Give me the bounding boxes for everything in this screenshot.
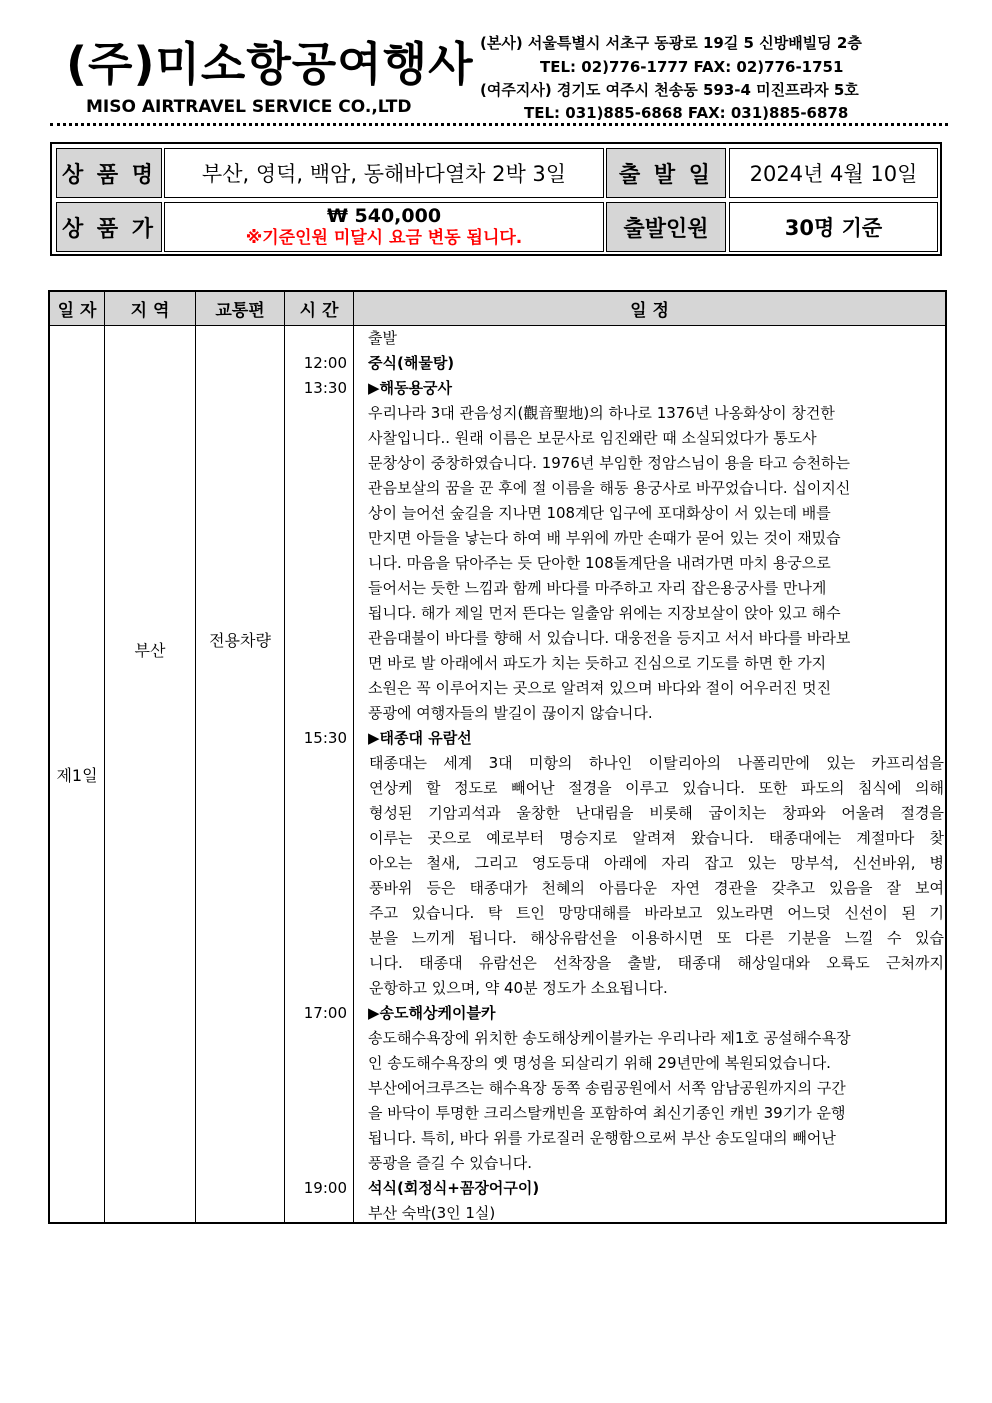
itinerary-line: 부산에어크루즈는 해수욕장 동쪽 송림공원에서 서쪽 암남공원까지의 구간: [368, 1079, 846, 1097]
group-size: 30명 기준: [729, 202, 938, 252]
departure-date-label: 출 발 일: [606, 148, 726, 198]
header-itinerary: 일 정: [354, 292, 945, 326]
itinerary-line: 분을 느끼게 됩니다. 해상유람선을 이용하시면 또 다른 기분을 느낄 수 있습: [369, 929, 944, 947]
itinerary-line: 출발: [368, 329, 397, 347]
header-transport: 교통편: [196, 292, 285, 326]
itinerary-line: 풍광에 여행자들의 발길이 끊이지 않습니다.: [368, 704, 653, 722]
itinerary-line: 송도해수욕장에 위치한 송도해상케이블카는 우리나라 제1호 공설해수욕장: [368, 1029, 851, 1047]
header-day: 일 자: [50, 292, 105, 326]
itinerary-line: 들어서는 듯한 느낌과 함께 바다를 마주하고 자리 잡은용궁사를 만나게: [368, 579, 827, 597]
time-haedong-yonggungsa: 13:30: [303, 379, 347, 397]
product-name: 부산, 영덕, 백암, 동해바다열차 2박 3일: [164, 148, 604, 198]
time-dinner: 19:00: [303, 1179, 347, 1197]
company-name: (주)미소항공여행사: [66, 37, 474, 91]
product-price: ₩ 540,000: [326, 205, 442, 227]
itinerary-line: 아오는 철새, 그리고 영도등대 아래에 자리 잡고 있는 망부석, 신선바위, 병: [369, 854, 944, 872]
itinerary-line: 상이 늘어선 숲길을 지나면 108계단 입구에 포대화상이 서 있는데 배를: [368, 504, 831, 522]
region-column: [105, 326, 196, 1222]
itinerary-line: 석식(회정식+꼼장어구이): [368, 1179, 540, 1197]
header-time: 시 간: [285, 292, 354, 326]
itinerary-line: 소원은 꼭 이루어지는 곳으로 알려져 있으며 바다와 절이 어우러진 멋진: [368, 679, 832, 697]
product-name-label: 상 품 명: [56, 148, 162, 198]
itinerary-line: 중식(해물탕): [368, 354, 455, 372]
itinerary-line: 풍광을 즐길 수 있습니다.: [368, 1154, 532, 1172]
itinerary-line: 인 송도해수욕장의 옛 명성을 되살리기 위해 29년만에 복원되었습니다.: [368, 1054, 831, 1072]
itinerary-line: ▶해동용궁사: [368, 379, 452, 397]
time-column: [285, 326, 354, 1222]
region-label: 부산: [134, 641, 166, 660]
product-price-box: [164, 202, 604, 252]
departure-date: 2024년 4월 10일: [729, 148, 938, 198]
itinerary-line: 운항하고 있으며, 약 40분 정도가 소요됩니다.: [369, 979, 668, 997]
itinerary-line: 이루는 곳으로 예로부터 명승지로 알려져 왔습니다. 태종대에는 계절마다 찾: [369, 829, 944, 847]
company-name-english: MISO AIRTRAVEL SERVICE CO.,LTD: [86, 97, 412, 117]
time-taejongdae-cruise: 15:30: [303, 729, 347, 747]
header-divider: [50, 123, 948, 126]
time-lunch: 12:00: [303, 354, 347, 372]
header-region: 지 역: [105, 292, 196, 326]
schedule-table: [48, 290, 947, 1224]
branch-address: (여주지사) 경기도 여주시 천송동 593-4 미진프라자 5호: [480, 81, 859, 99]
transport-label: 전용차량: [209, 631, 271, 650]
itinerary-line: 사찰입니다.. 원래 이름은 보문사로 임진왜란 때 소실되었다가 통도사: [368, 429, 817, 447]
itinerary-line: 됩니다. 해가 제일 먼저 뜬다는 일출암 위에는 지장보살이 앉아 있고 해수: [368, 604, 841, 622]
itinerary-line: 태종대는 세계 3대 미항의 하나인 이탈리아의 나폴리만에 있는 카프리섬을: [369, 754, 944, 772]
day-label: 제1일: [56, 766, 98, 785]
time-songdo-cable-car: 17:00: [303, 1004, 347, 1022]
itinerary-line: 형성된 기암괴석과 울창한 난대림을 비롯해 굽이치는 창파와 어울려 절경을: [369, 804, 944, 822]
itinerary-line: 우리나라 3대 관음성지(觀音聖地)의 하나로 1376년 나옹화상이 창건한: [368, 404, 835, 422]
itinerary-line: ▶태종대 유람선: [368, 729, 472, 747]
price-change-notice: ※기준인원 미달시 요금 변동 됩니다.: [245, 228, 523, 248]
head-office-contact: TEL: 02)776-1777 FAX: 02)776-1751: [540, 58, 844, 76]
itinerary-line: 관음대불이 바다를 향해 서 있습니다. 대웅전을 등지고 서서 바다를 바라보: [368, 629, 851, 647]
transport-column: [196, 326, 285, 1222]
product-info-table: [50, 142, 942, 256]
itinerary-line: 문창상이 중창하였습니다. 1976년 부임한 정암스님이 용을 타고 승천하는: [368, 454, 851, 472]
itinerary-line: 니다. 태종대 유람선은 선착장을 출발, 태종대 해상일대와 오륙도 근처까지: [369, 954, 944, 972]
itinerary-line: ▶송도해상케이블카: [368, 1004, 496, 1022]
itinerary-line: 됩니다. 특히, 바다 위를 가로질러 운행함으로써 부산 송도일대의 빼어난: [368, 1129, 836, 1147]
itinerary-line: 을 바닥이 투명한 크리스탈캐빈을 포함하여 최신기종인 캐빈 39기가 운행: [368, 1104, 846, 1122]
itinerary-line: 연상케 할 정도로 빼어난 절경을 이루고 있습니다. 또한 파도의 침식에 의해: [369, 779, 944, 797]
itinerary-line: 풍바위 등은 태종대가 천혜의 아름다운 자연 경관을 갖추고 있음을 잘 보여: [369, 879, 944, 897]
head-office-address: (본사) 서울특별시 서초구 동광로 19길 5 신방배빌딩 2층: [480, 34, 862, 52]
group-size-label: 출발인원: [606, 202, 726, 252]
itinerary-line: 부산 숙박(3인 1실): [368, 1204, 496, 1222]
day-column: [50, 326, 105, 1222]
itinerary-content: [354, 326, 946, 1226]
itinerary-line: 주고 있습니다. 탁 트인 망망대해를 바라보고 있노라면 어느덧 신선이 된 기: [369, 904, 944, 922]
itinerary-line: 만지면 아들을 낳는다 하여 배 부위에 까만 손때가 묻어 있는 것이 재밌습: [368, 529, 841, 547]
itinerary-line: 관음보살의 꿈을 꾼 후에 절 이름을 해동 용궁사로 바꾸었습니다. 십이지신: [368, 479, 851, 497]
branch-contact: TEL: 031)885-6868 FAX: 031)885-6878: [524, 104, 849, 122]
itinerary-line: 면 바로 발 아래에서 파도가 치는 듯하고 진심으로 기도를 하면 한 가지: [368, 654, 827, 672]
itinerary-line: 니다. 마음을 닦아주는 듯 단아한 108돌계단을 내려가면 마치 용궁으로: [368, 554, 831, 572]
product-price-label: 상 품 가: [56, 202, 162, 252]
